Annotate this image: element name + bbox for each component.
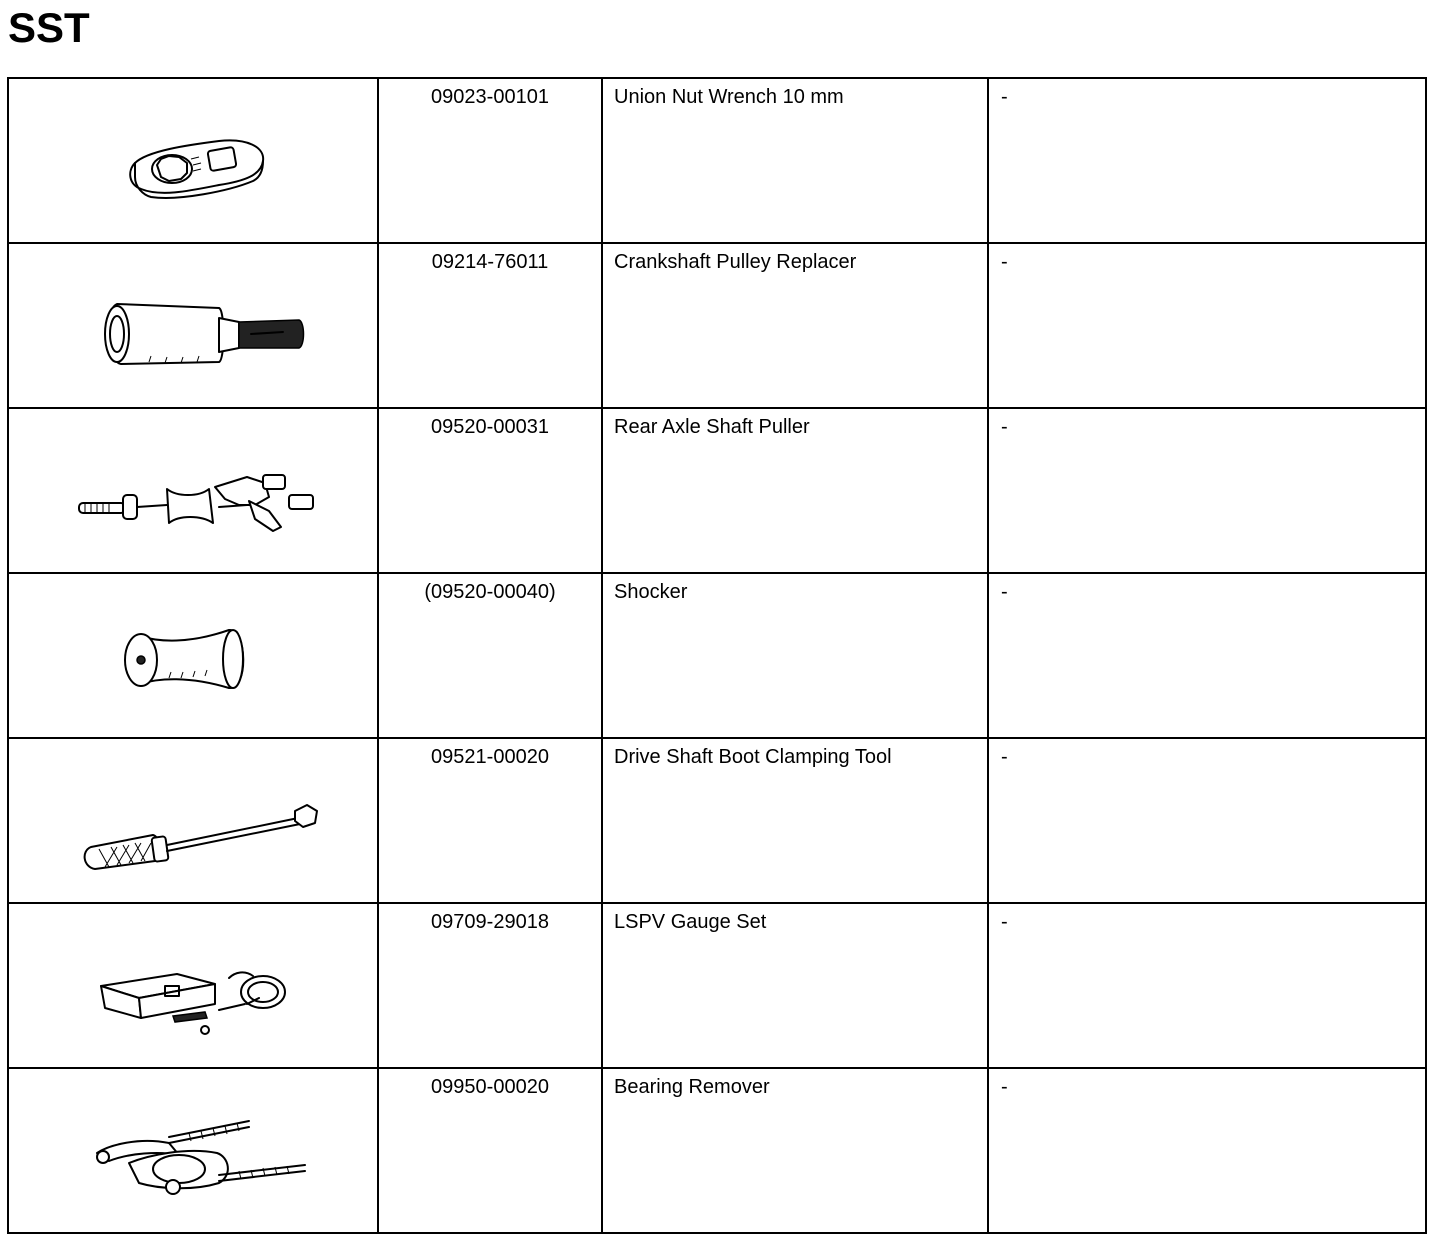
tool-name: Bearing Remover: [602, 1068, 988, 1233]
table-row: [8, 408, 1426, 573]
table-row: [8, 573, 1426, 738]
table-row: [8, 243, 1426, 408]
union-nut-wrench-icon: [69, 101, 319, 216]
drive-shaft-boot-clamping-tool-icon: [69, 761, 319, 876]
tool-illustration-cell: [8, 903, 378, 1068]
part-number: 09709-29018: [378, 903, 602, 1068]
part-number: 09023-00101: [378, 78, 602, 243]
tool-illustration-cell: [8, 1068, 378, 1233]
shocker-icon: [69, 596, 319, 711]
rear-axle-shaft-puller-icon: [69, 431, 319, 546]
tool-name: Drive Shaft Boot Clamping Tool: [602, 738, 988, 903]
lspv-gauge-set-icon: [69, 926, 319, 1041]
tool-illustration-cell: [8, 573, 378, 738]
tool-name: Crankshaft Pulley Replacer: [602, 243, 988, 408]
tool-illustration-cell: [8, 738, 378, 903]
tool-illustration-cell: [8, 243, 378, 408]
tool-note: -: [988, 243, 1426, 408]
tool-name: Shocker: [602, 573, 988, 738]
tool-illustration-cell: [8, 78, 378, 243]
tool-illustration-cell: [8, 408, 378, 573]
part-number: 09520-00031: [378, 408, 602, 573]
part-number: 09950-00020: [378, 1068, 602, 1233]
table-row: [8, 738, 1426, 903]
tool-note: -: [988, 78, 1426, 243]
part-number: (09520-00040): [378, 573, 602, 738]
crankshaft-pulley-replacer-icon: [69, 266, 319, 381]
part-number: 09214-76011: [378, 243, 602, 408]
tool-note: -: [988, 408, 1426, 573]
tool-name: Rear Axle Shaft Puller: [602, 408, 988, 573]
tool-name: LSPV Gauge Set: [602, 903, 988, 1068]
part-number: 09521-00020: [378, 738, 602, 903]
tool-note: -: [988, 573, 1426, 738]
table-row: [8, 78, 1426, 243]
sst-table: [7, 77, 1427, 1234]
tool-note: -: [988, 738, 1426, 903]
tool-note: -: [988, 903, 1426, 1068]
table-row: [8, 903, 1426, 1068]
tool-note: -: [988, 1068, 1426, 1233]
page-title: SST: [8, 4, 90, 51]
tool-name: Union Nut Wrench 10 mm: [602, 78, 988, 243]
bearing-remover-icon: [69, 1091, 319, 1206]
table-row: [8, 1068, 1426, 1233]
